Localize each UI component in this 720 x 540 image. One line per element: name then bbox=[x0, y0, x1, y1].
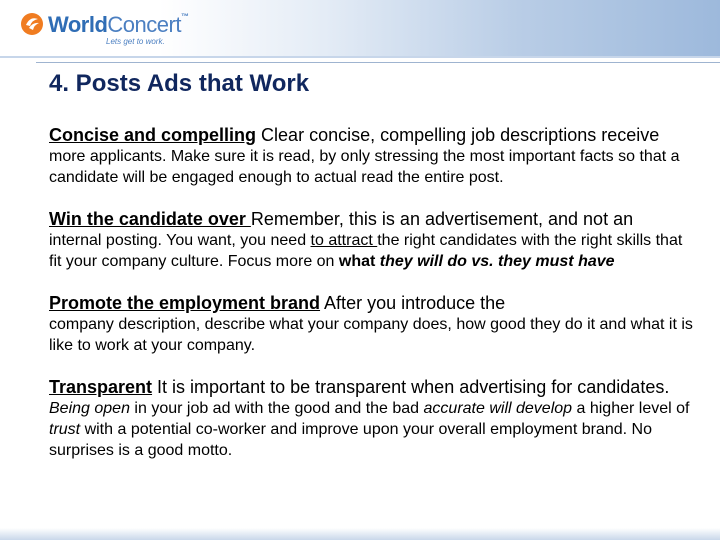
section-body: company description, describe what your company does, how good they do it and what it is like to work at your company. bbox=[49, 316, 693, 354]
logo-trademark: ™ bbox=[180, 12, 189, 21]
section-lead-line bbox=[49, 376, 699, 398]
slide-title: 4. Posts Ads that Work bbox=[49, 70, 310, 97]
header-band bbox=[0, 0, 720, 58]
body-text-b: a higher level of bbox=[572, 400, 690, 417]
logo-wordmark bbox=[48, 12, 188, 38]
logo-word-world: World bbox=[48, 12, 108, 37]
footer-band bbox=[0, 528, 720, 540]
slide-content bbox=[49, 124, 699, 481]
section-concise bbox=[49, 124, 699, 188]
section-lead-text: It is important to be transparent when advertising for candidates. bbox=[152, 377, 670, 397]
section-lead-line bbox=[49, 292, 699, 314]
section-heading: Win the candidate over bbox=[49, 209, 251, 229]
section-body bbox=[49, 398, 699, 461]
worldconcert-logo-icon bbox=[20, 12, 44, 36]
section-body bbox=[49, 230, 699, 272]
italic-phrase: accurate will develop bbox=[423, 400, 573, 417]
section-body: more applicants. Make sure it is read, by only stressing the most important facts so that a candidate will be engaged enough to actual read the entire post. bbox=[49, 148, 680, 186]
italic-phrase: Being open bbox=[49, 400, 130, 417]
body-text-a: internal posting. You want, you need bbox=[49, 232, 311, 249]
section-lead-line bbox=[49, 208, 699, 230]
section-lead-text: After you introduce the bbox=[320, 293, 506, 313]
section-heading: Promote the employment brand bbox=[49, 293, 321, 313]
section-heading: Transparent bbox=[49, 377, 153, 397]
underlined-phrase: to attract bbox=[310, 232, 378, 249]
title-divider bbox=[36, 62, 720, 63]
body-text-a: in your job ad with the good and the bad bbox=[129, 400, 424, 417]
section-lead-line bbox=[49, 124, 699, 146]
logo-tagline: Lets get to work. bbox=[106, 37, 165, 46]
section-win-candidate bbox=[49, 208, 699, 272]
section-transparent bbox=[49, 376, 699, 461]
section-employment-brand bbox=[49, 292, 699, 356]
italic-phrase: trust bbox=[49, 421, 81, 438]
section-lead-text: Remember, this is an advertisement, and not an bbox=[250, 209, 634, 229]
logo-word-concert: Concert bbox=[107, 12, 181, 37]
section-lead-text: Clear concise, compelling job descriptions receive bbox=[256, 125, 660, 145]
bold-italic-phrase: they will do vs. they must have bbox=[379, 253, 615, 270]
bold-phrase: what bbox=[338, 253, 380, 270]
section-heading: Concise and compelling bbox=[49, 125, 257, 145]
body-text-b: the right candidates with the right skills that fit your company culture. Focus more on bbox=[49, 232, 683, 270]
body-text-c: with a potential co-worker and improve upon your overall employment brand. No surprises is a good motto. bbox=[49, 421, 652, 459]
